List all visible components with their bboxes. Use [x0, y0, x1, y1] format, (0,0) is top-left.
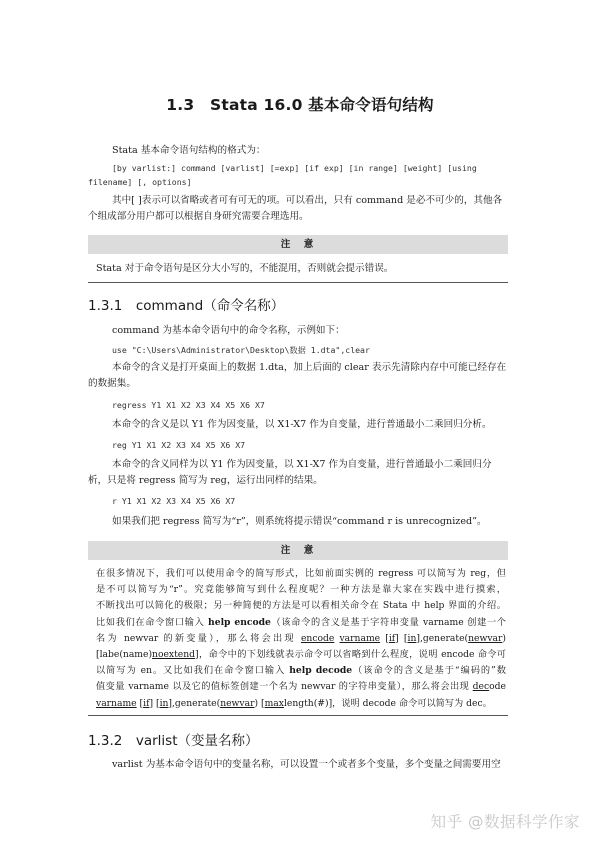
reg-explain-1: 本命令的含义同样为以 Y1 作为因变量，以 X1-X7 作为自变量，进行普通最小二乘回归分 [112, 459, 492, 470]
command-intro: command 为基本命令语句中的命令名称，示例如下： [112, 325, 345, 336]
explain-line-2: 个组成部分用户都可以根据自身研究需要合理选用。 [88, 211, 309, 222]
intro-text: Stata 基本命令语句结构的格式为： [112, 145, 266, 156]
section-heading-varlist: 1.3.2 varlist（变量名称） [88, 733, 259, 749]
note2-line: 比如我们在命令窗口输入 help encode（该命令的含义是基于字符串变量 varname 创建一个 [96, 616, 506, 628]
code-regress: regress Y1 X1 X2 X3 X4 X5 X6 X7 [112, 400, 265, 410]
code-r: r Y1 X1 X2 X3 X4 X5 X6 X7 [112, 496, 236, 506]
note2-line: 不断找出可以简化的极限；另一种简便的方法是可以看相关命令在 Stata 中 help 界面的介绍。 [96, 600, 506, 612]
note-divider [88, 282, 508, 283]
note-header: 注 意 [88, 235, 508, 254]
page-title: 1.3 Stata 16.0 基本命令语句结构 [166, 96, 434, 114]
note-text: Stata 对于命令语句是区分大小写的，不能混用，否则就会提示错误。 [96, 263, 394, 274]
note2-line: 名为 newvar 的新变量），那么将会出现 encode varname [if] [in],generate(newvar) [96, 632, 506, 644]
note2-line: [labe(name)noextend]，命令中的下划线就表示命令可以省略到什么程度，说明 encode 命令可 [96, 649, 506, 661]
note2-line: varname [if] [in],generate(newvar) [maxlength(#)]，说明 decode 命令可以简写为 dec。 [96, 697, 492, 709]
note-body-2 [96, 566, 506, 712]
reg-explain-2: 析，只是将 regress 简写为 reg，运行出同样的结果。 [88, 475, 323, 486]
note2-line: 是不可以简写为“r”。究竟能够简写到什么程度呢？一种方法是靠大家在实践中进行摸索， [96, 584, 506, 596]
syntax-line-1: [by varlist:] command [varlist] [=exp] [if exp] [in range] [weight] [using [112, 163, 477, 173]
note2-line: 在很多情况下，我们可以使用命令的简写形式，比如前面实例的 regress 可以简写为 reg，但 [96, 568, 506, 579]
note2-line: 值变量 varname 以及它的值标签创建一个名为 newvar 的字符串变量），那么将会出现 decode [96, 681, 506, 693]
regress-explain: 本命令的含义是以 Y1 作为因变量，以 X1-X7 作为自变量，进行普通最小二乘回归分析。 [112, 419, 492, 430]
use-explain-1: 本命令的含义是打开桌面上的数据 1.dta，加上后面的 clear 表示先清除内存中可能已经存在 [112, 362, 507, 373]
use-explain-2: 的数据集。 [88, 378, 136, 389]
explain-line-1: 其中[ ]表示可以省略或者可有可无的项。可以看出，只有 command 是必不可少的，其他各 [112, 195, 503, 206]
section-heading-command: 1.3.1 command（命令名称） [88, 298, 285, 314]
note-divider-2 [88, 715, 508, 716]
watermark: 知乎 @数据科学作家 [430, 813, 580, 831]
syntax-line-2: filename] [, options] [88, 177, 192, 187]
note-header-2: 注 意 [88, 541, 508, 560]
varlist-intro: varlist 为基本命令语句中的变量名称，可以设置一个或者多个变量，多个变量之间需要用空 [112, 759, 501, 770]
r-explain: 如果我们把 regress 简写为“r”，则系统将提示错误“command r is unrecognized”。 [112, 516, 487, 527]
code-use: use "C:\Users\Administrator\Desktop\数据 1.dta",clear [112, 345, 370, 355]
note2-line: 以简写为 en。又比如我们在命令窗口输入 help decode（该命令的含义是基于“编码的”数 [96, 665, 506, 677]
code-reg: reg Y1 X1 X2 X3 X4 X5 X6 X7 [112, 440, 246, 450]
